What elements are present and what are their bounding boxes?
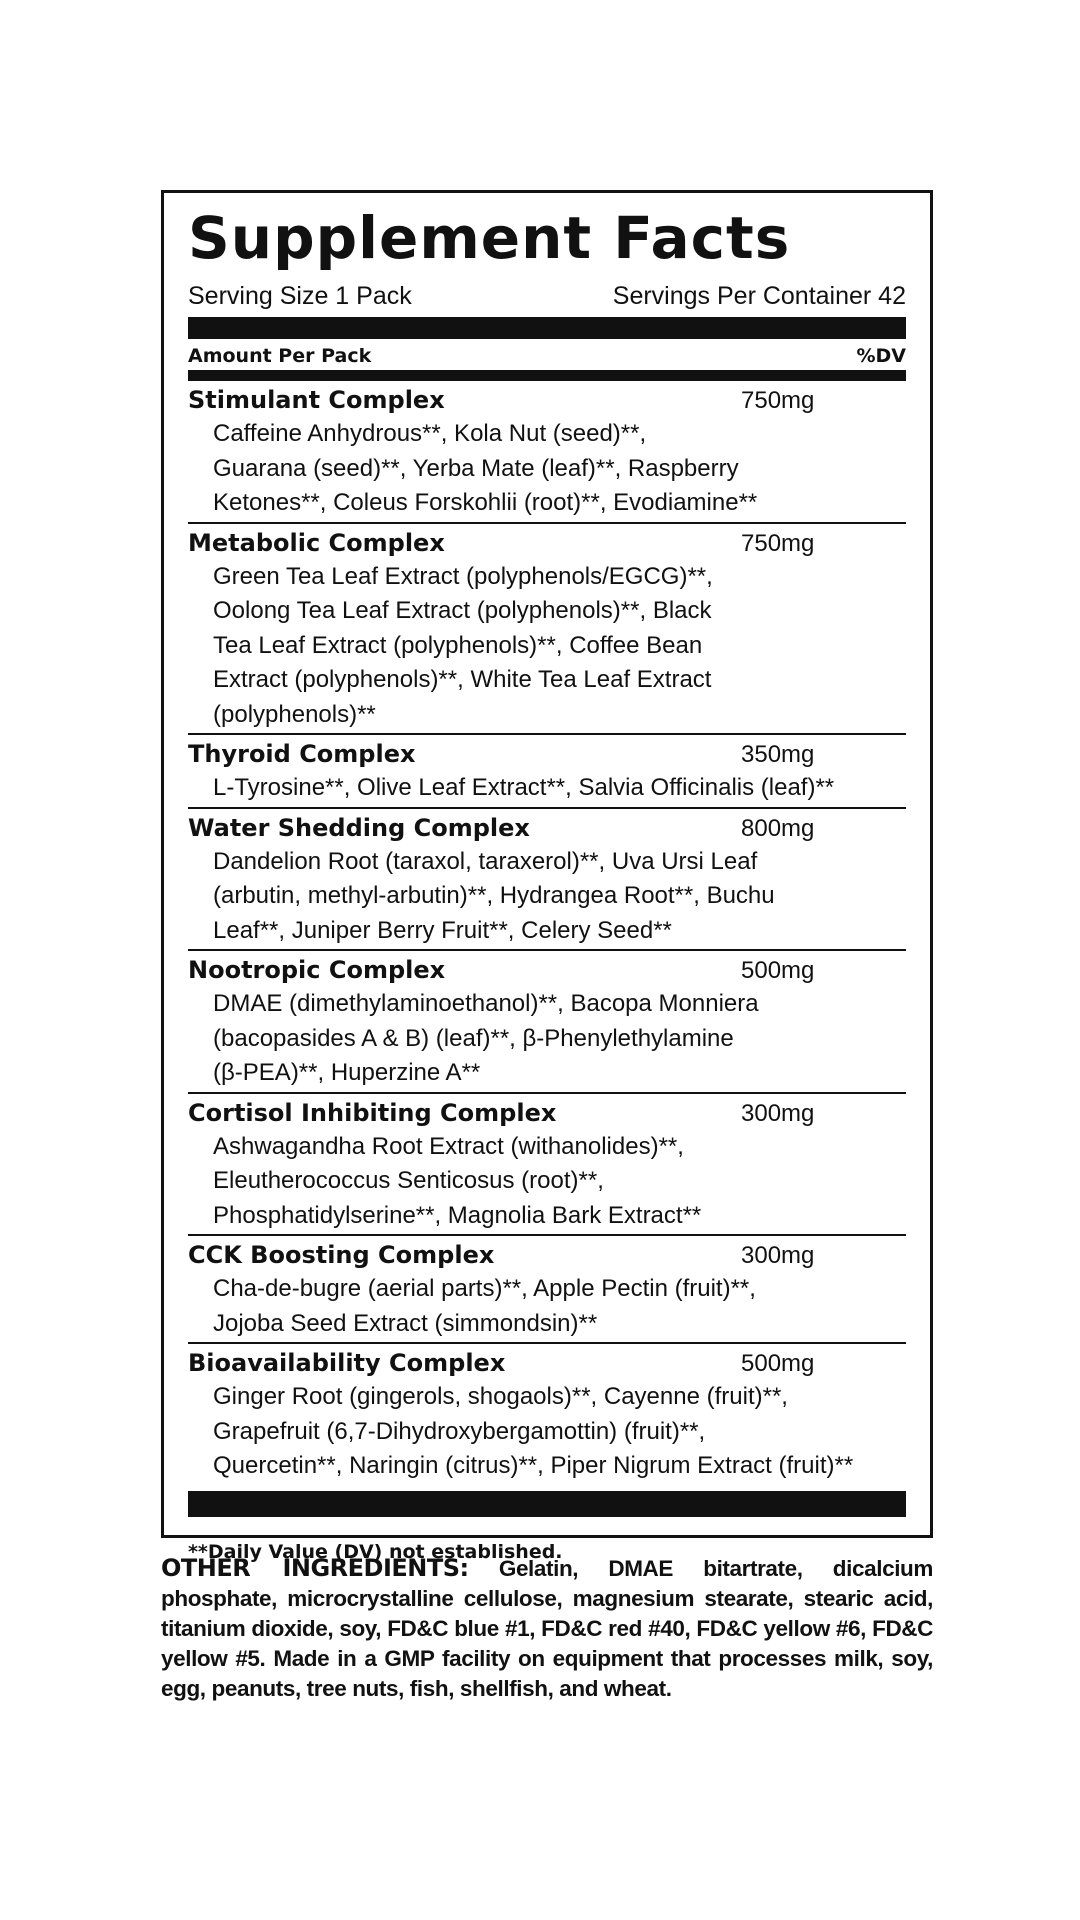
complex-header	[188, 954, 906, 987]
other-ingredients-heading: OTHER INGREDIENTS:	[161, 1554, 469, 1582]
serving-info-row	[188, 281, 906, 311]
complex-amount: 800mg	[741, 814, 815, 842]
complex-name: Stimulant Complex	[188, 386, 445, 414]
complex-header	[188, 812, 906, 845]
complex-name: Metabolic Complex	[188, 528, 445, 557]
complex-header	[188, 384, 906, 417]
complex-ingredients: DMAE (dimethylaminoethanol)**, Bacopa Monniera (bacopasides A & B) (leaf)**, β-Phenylethylamine (β-PEA)**, Huperzine A**	[213, 990, 759, 1086]
complex-list	[188, 381, 906, 1485]
complex-name: Cortisol Inhibiting Complex	[188, 1098, 557, 1127]
complex-ingredients: Ginger Root (gingerols, shogaols)**, Cayenne (fruit)**, Grapefruit (6,7-Dihydroxybergamottin) (fruit)**, Quercetin**, Naringin (citrus)**, Piper Nigrum Extract (fruit)**	[213, 1383, 854, 1479]
dv-footnote: **Daily Value (DV) not established.	[188, 1540, 563, 1563]
complex-name: CCK Boosting Complex	[188, 1241, 495, 1269]
complex-amount: 300mg	[741, 1099, 815, 1127]
complex-section	[188, 1094, 906, 1237]
divider-bottom	[188, 1491, 906, 1517]
complex-section	[188, 735, 906, 809]
divider-thick	[188, 317, 906, 339]
complex-ingredients: Dandelion Root (taraxol, taraxerol)**, Uva Ursi Leaf (arbutin, methyl-arbutin)**, Hydrangea Root**, Buchu Leaf**, Juniper Berry Fruit**, Celery Seed**	[213, 847, 775, 944]
complex-name: Nootropic Complex	[188, 956, 446, 984]
complex-header	[188, 1347, 906, 1380]
complex-section	[188, 1344, 906, 1485]
complex-name: Water Shedding Complex	[188, 813, 530, 842]
divider-medium	[188, 370, 906, 381]
other-ingredients	[161, 1553, 933, 1704]
complex-header	[188, 527, 906, 560]
label-title: Supplement Facts	[188, 204, 791, 272]
complex-section	[188, 809, 906, 952]
amount-per-label: Amount Per Pack	[188, 345, 372, 367]
complex-ingredients: L-Tyrosine**, Olive Leaf Extract**, Salvia Officinalis (leaf)**	[213, 774, 835, 801]
complex-header	[188, 1239, 906, 1272]
complex-amount: 500mg	[741, 957, 815, 984]
complex-section	[188, 524, 906, 736]
complex-ingredients: Caffeine Anhydrous**, Kola Nut (seed)**, Guarana (seed)**, Yerba Mate (leaf)**, Raspberry Ketones**, Coleus Forskohlii (root)**, Evodiamine**	[213, 420, 758, 516]
serving-size: Serving Size 1 Pack	[188, 282, 412, 310]
complex-amount: 750mg	[741, 529, 815, 557]
complex-name: Thyroid Complex	[188, 740, 416, 768]
servings-per-container: Servings Per Container 42	[612, 282, 906, 310]
supplement-facts-panel	[161, 190, 933, 1563]
other-ingredients-text: Gelatin, DMAE bitartrate, dicalcium phosphate, microcrystalline cellulose, magnesium stearate, stearic acid, titanium dioxide, soy, FD&C blue #1, FD&C red #40, FD&C yellow #6, FD&C yellow #5. Made in a GMP facility on equipment that processes milk, soy, egg, peanuts, tree nuts, fish, shellfish, and wheat.	[161, 1556, 933, 1701]
complex-section	[188, 951, 906, 1094]
amount-header-row	[188, 339, 906, 370]
complex-section	[188, 1236, 906, 1344]
complex-amount: 300mg	[741, 1242, 815, 1269]
complex-name: Bioavailability Complex	[188, 1349, 506, 1377]
complex-header	[188, 738, 906, 771]
complex-section	[188, 381, 906, 524]
complex-ingredients: Green Tea Leaf Extract (polyphenols/EGCG)**, Oolong Tea Leaf Extract (polyphenols)**, Black Tea Leaf Extract (polyphenols)**, Coffee Bean Extract (polyphenols)**, White Tea Leaf Extract (polyphenols)**	[213, 562, 713, 728]
complex-amount: 500mg	[741, 1350, 815, 1377]
complex-amount: 350mg	[741, 741, 815, 768]
complex-ingredients: Cha-de-bugre (aerial parts)**, Apple Pectin (fruit)**, Jojoba Seed Extract (simmondsin)**	[213, 1275, 756, 1337]
complex-amount: 750mg	[741, 387, 815, 414]
complex-ingredients: Ashwagandha Root Extract (withanolides)**, Eleutherococcus Senticosus (root)**, Phosphatidylserine**, Magnolia Bark Extract**	[213, 1132, 702, 1229]
dv-header: %DV	[856, 345, 906, 367]
complex-header	[188, 1097, 906, 1130]
